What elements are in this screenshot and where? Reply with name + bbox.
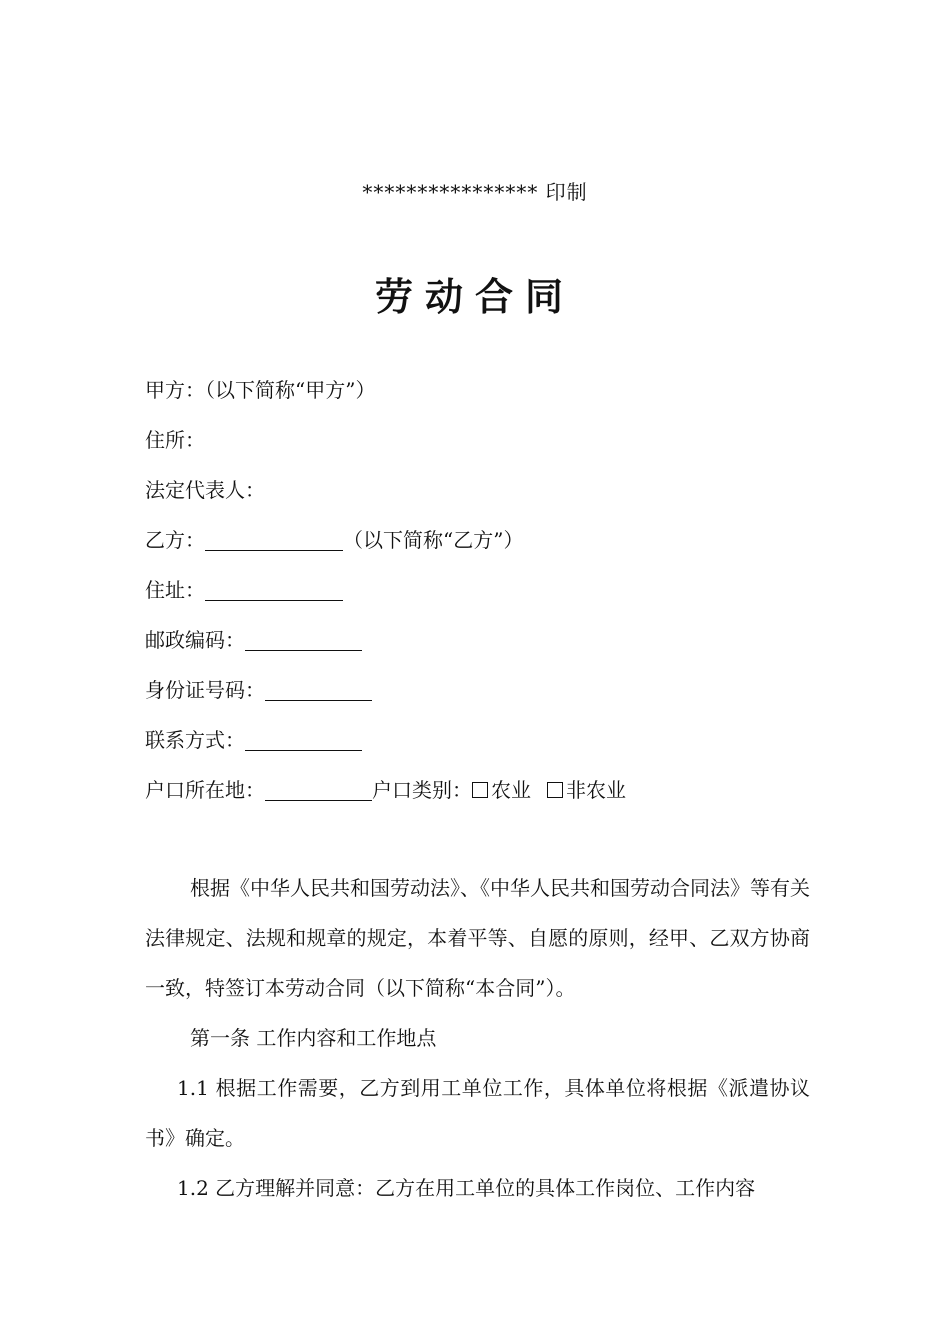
- printer-line: **************** 印制: [362, 180, 588, 204]
- postal-code-label: 邮政编码：: [145, 628, 245, 652]
- clause-1-2: 1.2 乙方理解并同意：乙方在用工单位的具体工作岗位、工作内容: [177, 1176, 756, 1200]
- legal-rep-label: 法定代表人：: [145, 478, 265, 502]
- document-title: 劳动合同: [374, 274, 575, 319]
- postal-code-line: [145, 626, 362, 654]
- party-a-note: （以下简称“甲方”）: [205, 378, 376, 402]
- party-b-address-line: [145, 576, 343, 604]
- contact-label: 联系方式：: [145, 728, 245, 752]
- preamble-paragraph: 根据《中华人民共和国劳动法》、《中华人民共和国劳动合同法》等有关法律规定、法规和规章的规定，本着平等、自愿的原则，经甲、乙双方协商一致，特签订本劳动合同（以下简称“本合同”）。: [145, 876, 810, 1000]
- party-b-note: （以下简称“乙方”）: [343, 528, 524, 552]
- hukou-location-label: 户口所在地：: [145, 778, 265, 802]
- id-number-line: [145, 676, 372, 704]
- hukou-type-label: 户口类别：: [372, 778, 472, 802]
- hukou-location-blank[interactable]: [265, 780, 372, 801]
- agri-checkbox[interactable]: [472, 782, 488, 798]
- party-a-line: [145, 376, 375, 404]
- party-b-address-label: 住址：: [145, 578, 205, 602]
- id-number-label: 身份证号码：: [145, 678, 265, 702]
- party-b-line: [145, 526, 523, 554]
- party-a-address-label: 住所：: [145, 428, 205, 452]
- party-a-label: 甲方：: [145, 378, 205, 402]
- nonagri-option-label: 非农业: [566, 778, 626, 802]
- hukou-line: [145, 776, 626, 804]
- contact-line: [145, 726, 362, 754]
- party-b-label: 乙方：: [145, 528, 205, 552]
- party-b-name-blank[interactable]: [205, 530, 343, 551]
- contact-blank[interactable]: [245, 730, 362, 751]
- article-1-heading: 第一条 工作内容和工作地点: [190, 1026, 437, 1050]
- legal-rep-line: [145, 476, 265, 504]
- nonagri-checkbox[interactable]: [547, 782, 563, 798]
- party-b-address-blank[interactable]: [205, 580, 343, 601]
- clause-1-1: 1.1 根据工作需要，乙方到用工单位工作，具体单位将根据《派遣协议书》确定。: [145, 1076, 810, 1150]
- postal-code-blank[interactable]: [245, 630, 362, 651]
- id-number-blank[interactable]: [265, 680, 372, 701]
- party-a-address-line: [145, 426, 205, 454]
- agri-option-label: 农业: [491, 778, 531, 802]
